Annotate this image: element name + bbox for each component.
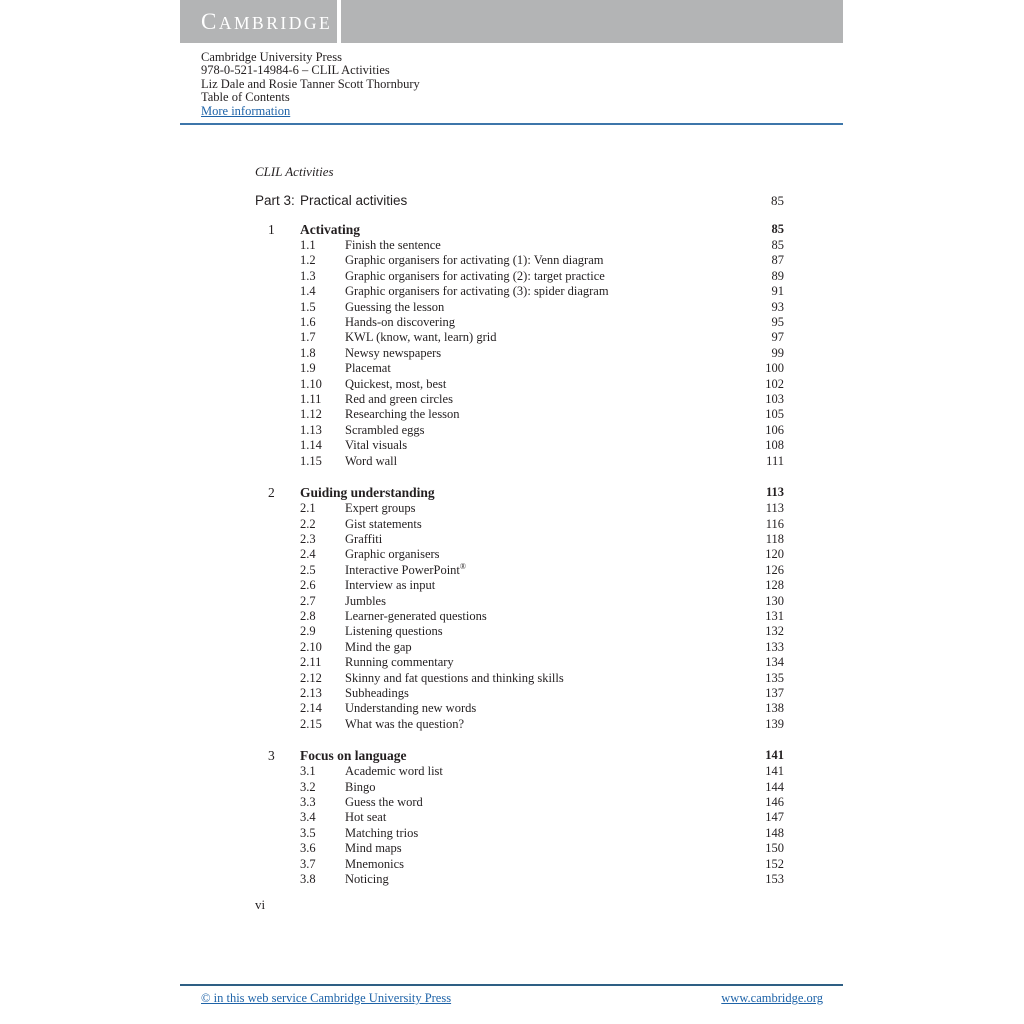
- item-title: Learner-generated questions: [345, 608, 487, 623]
- toc-item-row: [255, 284, 784, 299]
- item-title: Running commentary: [345, 655, 454, 670]
- item-page-number: 89: [771, 268, 784, 283]
- item-number: 1.1: [300, 238, 316, 252]
- item-page-number: 118: [765, 531, 784, 546]
- item-page-number: 87: [771, 253, 784, 268]
- cambridge-logo-initial: C: [201, 8, 219, 34]
- item-page-number: 95: [771, 315, 784, 330]
- item-title: Graphic organisers for activating (1): Venn diagram: [345, 253, 604, 268]
- item-page-number: 128: [765, 578, 784, 593]
- cambridge-logo: [201, 10, 332, 34]
- item-number: 2.4: [300, 547, 316, 562]
- toc-item-row: [255, 841, 784, 856]
- chapter-page-number: 85: [771, 222, 784, 236]
- toc-item-row: [255, 655, 784, 670]
- toc-item-row: [255, 578, 784, 593]
- item-number: 3.1: [300, 764, 316, 779]
- item-page-number: 153: [765, 872, 784, 887]
- toc-item-row: [255, 795, 784, 810]
- item-title: Guessing the lesson: [345, 299, 445, 314]
- item-number: 2.6: [300, 578, 316, 593]
- part-page-number: 85: [771, 193, 784, 208]
- item-title: Listening questions: [345, 624, 443, 639]
- item-number: 1.3: [300, 268, 316, 283]
- item-page-number: 100: [765, 361, 784, 376]
- item-page-number: 133: [765, 639, 784, 654]
- chapter-number: 1: [268, 222, 275, 237]
- item-page-number: 144: [765, 779, 784, 794]
- banner-divider: [337, 0, 341, 43]
- item-page-number: 106: [765, 422, 784, 437]
- item-number: 1.13: [300, 422, 322, 437]
- item-page-number: 141: [765, 764, 784, 779]
- item-page-number: 116: [765, 516, 784, 531]
- toc-item-row: [255, 857, 784, 872]
- chapters-list: [255, 221, 784, 887]
- item-page-number: 93: [771, 299, 784, 314]
- toc-item-row: [255, 392, 784, 407]
- toc-item-row: [255, 810, 784, 825]
- item-number: 1.11: [300, 392, 322, 407]
- item-title: Scrambled eggs: [345, 422, 425, 437]
- item-number: 2.7: [300, 593, 316, 608]
- item-page-number: 135: [765, 670, 784, 685]
- item-number: 1.8: [300, 345, 316, 360]
- item-page-number: 91: [771, 284, 784, 299]
- cambridge-banner: [180, 0, 843, 43]
- chapter-number: 3: [268, 748, 275, 764]
- toc-item-row: [255, 826, 784, 841]
- toc-item-row: [255, 315, 784, 330]
- item-page-number: 152: [765, 856, 784, 871]
- item-title: Academic word list: [345, 764, 443, 779]
- item-page-number: 111: [766, 453, 784, 468]
- item-number: 2.13: [300, 685, 322, 700]
- item-number: 2.8: [300, 608, 316, 623]
- item-number: 3.7: [300, 856, 316, 871]
- toc-item-row: [255, 701, 784, 716]
- toc-item-row: [255, 532, 784, 547]
- chapter-heading-row: [255, 484, 784, 501]
- book-title: CLIL Activities: [255, 164, 334, 179]
- footer-rule: [180, 984, 843, 986]
- toc-item-row: [255, 609, 784, 624]
- toc-item-row: [255, 238, 784, 253]
- item-title: Researching the lesson: [345, 407, 460, 422]
- item-page-number: 139: [765, 716, 784, 731]
- toc-item-row: [255, 624, 784, 639]
- item-title: Hands-on discovering: [345, 315, 456, 330]
- item-page-number: 120: [765, 547, 784, 562]
- header-isbn-title: 978-0-521-14984-6 – CLIL Activities: [201, 63, 390, 78]
- item-title: Matching trios: [345, 825, 419, 840]
- item-page-number: 99: [771, 345, 784, 360]
- item-page-number: 146: [765, 795, 784, 809]
- item-number: 2.3: [300, 531, 316, 546]
- toc-item-row: [255, 517, 784, 532]
- chapter-block: [255, 221, 784, 469]
- item-title: Hot seat: [345, 810, 387, 825]
- item-number: 2.15: [300, 716, 322, 731]
- header-section: Table of Contents: [201, 90, 290, 105]
- toc-item-row: [255, 594, 784, 609]
- item-title: Graphic organisers for activating (3): spider diagram: [345, 284, 609, 299]
- item-title: Graphic organisers: [345, 547, 440, 562]
- toc-item-row: [255, 361, 784, 376]
- item-title: Jumbles: [345, 593, 386, 608]
- item-number: 2.14: [300, 701, 322, 716]
- item-page-number: 131: [765, 608, 784, 623]
- chapter-title: Guiding understanding: [300, 485, 435, 501]
- toc-item-row: [255, 346, 784, 361]
- table-of-contents: [255, 164, 784, 887]
- item-number: 3.8: [300, 872, 316, 887]
- toc-item-row: [255, 780, 784, 795]
- chapter-title: Focus on language: [300, 748, 407, 764]
- item-title: Guess the word: [345, 795, 423, 809]
- toc-item-row: [255, 640, 784, 655]
- chapter-block: [255, 747, 784, 887]
- toc-item-row: [255, 563, 784, 578]
- part-row: [255, 193, 784, 209]
- copyright-link[interactable]: © in this web service Cambridge University Press: [201, 991, 452, 1005]
- item-page-number: 150: [765, 841, 784, 856]
- item-title: Graffiti: [345, 531, 383, 546]
- item-number: 3.4: [300, 810, 316, 825]
- more-information-link[interactable]: More information: [201, 103, 291, 118]
- item-title: What was the question?: [345, 716, 465, 731]
- header-rule: [180, 123, 843, 125]
- toc-item-row: [255, 330, 784, 345]
- chapter-page-number: 141: [765, 748, 784, 763]
- item-title: Vital visuals: [345, 438, 408, 453]
- item-page-number: 97: [771, 330, 784, 345]
- item-page-number: 130: [765, 593, 784, 608]
- toc-item-row: [255, 423, 784, 438]
- item-title: Graphic organisers for activating (2): target practice: [345, 268, 605, 283]
- item-title: Interview as input: [345, 578, 436, 593]
- toc-item-row: [255, 407, 784, 422]
- chapter-heading-row: [255, 221, 784, 238]
- item-page-number: 134: [765, 655, 784, 670]
- item-page-number: 138: [765, 701, 784, 716]
- item-number: 1.4: [300, 284, 316, 299]
- item-title: Understanding new words: [345, 701, 477, 716]
- item-number: 2.11: [300, 655, 322, 670]
- item-title: Subheadings: [345, 685, 409, 700]
- cambridge-logo-rest: AMBRIDGE: [218, 12, 333, 33]
- item-number: 2.2: [300, 516, 316, 531]
- item-number: 3.6: [300, 841, 316, 856]
- item-title: Mind maps: [345, 841, 402, 856]
- item-number: 2.9: [300, 624, 316, 639]
- item-title: Gist statements: [345, 516, 422, 531]
- item-title: Skinny and fat questions and thinking skills: [345, 670, 564, 685]
- item-number: 1.10: [300, 376, 322, 391]
- chapter-number: 2: [268, 485, 275, 501]
- trademark-symbol: ®: [459, 561, 466, 571]
- item-title: Mnemonics: [345, 856, 405, 871]
- toc-item-row: [255, 253, 784, 268]
- item-title: Newsy newspapers: [345, 345, 442, 360]
- item-page-number: 108: [765, 438, 784, 453]
- part-title: Practical activities: [300, 193, 408, 208]
- toc-item-row: [255, 438, 784, 453]
- item-page-number: 85: [771, 238, 784, 252]
- item-number: 1.5: [300, 299, 316, 314]
- item-number: 3.5: [300, 825, 316, 840]
- item-number: 3.2: [300, 779, 316, 794]
- item-number: 2.5: [300, 562, 316, 577]
- item-title: Placemat: [345, 361, 391, 376]
- item-number: 1.14: [300, 438, 322, 453]
- item-number: 1.6: [300, 315, 316, 330]
- header-authors: Liz Dale and Rosie Tanner Scott Thornbury: [201, 76, 420, 91]
- item-page-number: 113: [765, 501, 784, 516]
- toc-item-row: [255, 269, 784, 284]
- item-page-number: 137: [765, 685, 784, 700]
- toc-item-row: [255, 501, 784, 516]
- item-page-number: 147: [765, 810, 784, 825]
- item-page-number: 105: [765, 407, 784, 422]
- item-title: Noticing: [345, 872, 389, 887]
- item-number: 2.10: [300, 639, 322, 654]
- part-label: Part 3:: [255, 193, 295, 208]
- toc-item-row: [255, 454, 784, 469]
- folio-page-number: vi: [255, 897, 266, 912]
- cambridge-website-link[interactable]: www.cambridge.org: [721, 991, 823, 1005]
- item-number: 2.12: [300, 670, 322, 685]
- toc-item-row: [255, 872, 784, 887]
- header-block: [201, 51, 420, 118]
- chapter-title: Activating: [300, 222, 360, 237]
- toc-item-row: [255, 764, 784, 779]
- item-title: Quickest, most, best: [345, 376, 447, 391]
- item-number: 1.9: [300, 361, 316, 376]
- toc-item-row: [255, 671, 784, 686]
- item-title: Bingo: [345, 779, 376, 794]
- item-page-number: 102: [765, 376, 784, 391]
- item-title: Word wall: [345, 453, 398, 468]
- toc-item-row: [255, 300, 784, 315]
- item-page-number: 132: [765, 624, 784, 639]
- toc-item-row: [255, 717, 784, 732]
- item-title: Mind the gap: [345, 639, 412, 654]
- item-number: 1.7: [300, 330, 316, 345]
- item-number: 3.3: [300, 795, 316, 809]
- chapter-heading-row: [255, 747, 784, 764]
- item-number: 1.12: [300, 407, 322, 422]
- item-page-number: 103: [765, 392, 784, 407]
- item-page-number: 126: [765, 562, 784, 577]
- chapter-page-number: 113: [765, 485, 784, 500]
- item-number: 1.2: [300, 253, 316, 268]
- item-number: 1.15: [300, 453, 322, 468]
- item-title: Interactive PowerPoint®: [345, 561, 466, 577]
- item-title: KWL (know, want, learn) grid: [345, 330, 497, 345]
- item-number: 2.1: [300, 501, 316, 516]
- item-title: Finish the sentence: [345, 238, 441, 252]
- header-publisher: Cambridge University Press: [201, 50, 342, 64]
- chapter-block: [255, 484, 784, 732]
- footer-bar: [180, 991, 843, 1006]
- item-page-number: 148: [765, 825, 784, 840]
- toc-item-row: [255, 547, 784, 562]
- toc-item-row: [255, 377, 784, 392]
- item-title: Expert groups: [345, 501, 416, 516]
- toc-item-row: [255, 686, 784, 701]
- item-title: Red and green circles: [345, 392, 453, 407]
